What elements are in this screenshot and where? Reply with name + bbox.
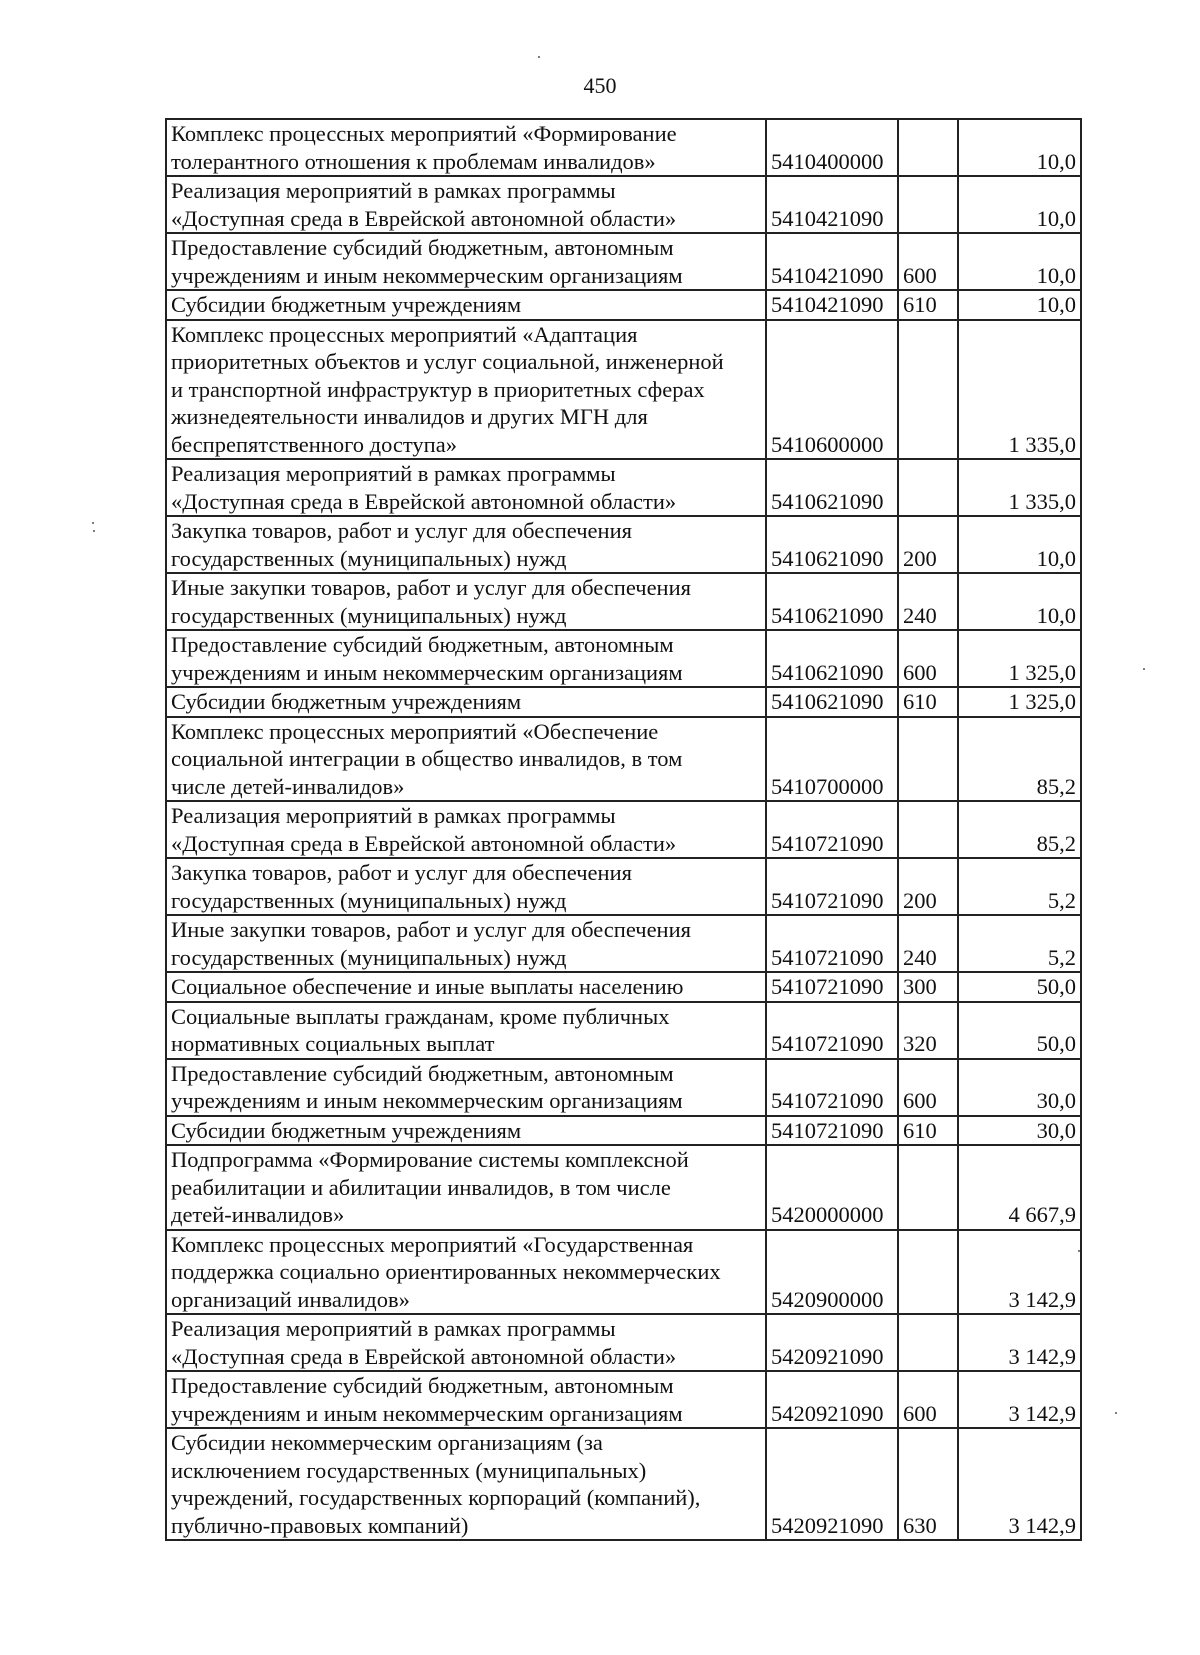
- scan-speck: [1143, 668, 1145, 670]
- scan-speck: [538, 56, 540, 58]
- row-amount: 1 335,0: [958, 459, 1081, 516]
- row-amount: 10,0: [958, 290, 1081, 320]
- row-amount: 5,2: [958, 858, 1081, 915]
- row-target-code: 5410621090: [766, 516, 898, 573]
- page-number: 450: [583, 73, 617, 98]
- row-amount: 3 142,9: [958, 1314, 1081, 1371]
- budget-table-body: [166, 119, 1081, 1540]
- row-expense-type: 600: [898, 1059, 958, 1116]
- row-expense-type: 320: [898, 1002, 958, 1059]
- row-name: Социальное обеспечение и иные выплаты населению: [166, 972, 766, 1002]
- row-expense-type: 200: [898, 858, 958, 915]
- row-target-code: 5410421090: [766, 290, 898, 320]
- row-amount: 30,0: [958, 1059, 1081, 1116]
- table-row: [166, 233, 1081, 290]
- row-target-code: 5420921090: [766, 1371, 898, 1428]
- table-row: [166, 119, 1081, 176]
- scan-speck: [93, 530, 95, 532]
- table-row: [166, 858, 1081, 915]
- table-row: [166, 717, 1081, 802]
- row-amount: 1 335,0: [958, 320, 1081, 460]
- row-amount: 10,0: [958, 233, 1081, 290]
- row-expense-type: [898, 717, 958, 802]
- table-row: [166, 1428, 1081, 1540]
- row-expense-type: 610: [898, 687, 958, 717]
- scan-speck: [92, 522, 94, 524]
- row-amount: 3 142,9: [958, 1428, 1081, 1540]
- row-target-code: 5410721090: [766, 972, 898, 1002]
- table-row: [166, 1116, 1081, 1146]
- row-name: Субсидии бюджетным учреждениям: [166, 290, 766, 320]
- row-amount: 85,2: [958, 801, 1081, 858]
- table-row: [166, 1371, 1081, 1428]
- row-amount: 1 325,0: [958, 687, 1081, 717]
- row-target-code: 5410721090: [766, 1116, 898, 1146]
- row-target-code: 5410721090: [766, 858, 898, 915]
- scan-speck: [1115, 1412, 1117, 1414]
- table-row: [166, 1314, 1081, 1371]
- row-expense-type: 600: [898, 630, 958, 687]
- row-expense-type: 300: [898, 972, 958, 1002]
- row-amount: 10,0: [958, 176, 1081, 233]
- row-amount: 10,0: [958, 516, 1081, 573]
- row-target-code: 5420921090: [766, 1314, 898, 1371]
- table-row: [166, 801, 1081, 858]
- row-expense-type: [898, 459, 958, 516]
- row-name: Реализация мероприятий в рамках программы «Доступная среда в Еврейской автономной области»: [166, 176, 766, 233]
- table-row: [166, 1230, 1081, 1315]
- row-target-code: 5410421090: [766, 176, 898, 233]
- table-row: [166, 1002, 1081, 1059]
- row-amount: 50,0: [958, 972, 1081, 1002]
- row-name: Социальные выплаты гражданам, кроме публичных нормативных социальных выплат: [166, 1002, 766, 1059]
- row-amount: 3 142,9: [958, 1371, 1081, 1428]
- row-amount: 5,2: [958, 915, 1081, 972]
- row-name: Закупка товаров, работ и услуг для обеспечения государственных (муниципальных) нужд: [166, 858, 766, 915]
- row-name: Предоставление субсидий бюджетным, автономным учреждениям и иным некоммерческим организациям: [166, 233, 766, 290]
- row-expense-type: [898, 176, 958, 233]
- row-name: Закупка товаров, работ и услуг для обеспечения государственных (муниципальных) нужд: [166, 516, 766, 573]
- table-row: [166, 290, 1081, 320]
- row-name: Комплекс процессных мероприятий «Государственная поддержка социально ориентированных некоммерческих организаций инвалидов»: [166, 1230, 766, 1315]
- row-target-code: 5410721090: [766, 1002, 898, 1059]
- row-target-code: 5410621090: [766, 687, 898, 717]
- row-expense-type: 200: [898, 516, 958, 573]
- row-expense-type: [898, 801, 958, 858]
- row-target-code: 5410721090: [766, 915, 898, 972]
- row-expense-type: [898, 1145, 958, 1230]
- row-name: Субсидии бюджетным учреждениям: [166, 687, 766, 717]
- table-row: [166, 573, 1081, 630]
- row-target-code: 5420900000: [766, 1230, 898, 1315]
- row-target-code: 5410621090: [766, 459, 898, 516]
- row-name: Комплекс процессных мероприятий «Обеспечение социальной интеграции в общество инвалидов, в том числе детей-инвалидов»: [166, 717, 766, 802]
- row-name: Иные закупки товаров, работ и услуг для обеспечения государственных (муниципальных) нужд: [166, 573, 766, 630]
- row-expense-type: [898, 1314, 958, 1371]
- table-row: [166, 972, 1081, 1002]
- row-name: Иные закупки товаров, работ и услуг для обеспечения государственных (муниципальных) нужд: [166, 915, 766, 972]
- row-name: Предоставление субсидий бюджетным, автономным учреждениям и иным некоммерческим организациям: [166, 1059, 766, 1116]
- scan-speck: [1078, 1250, 1080, 1252]
- row-expense-type: 600: [898, 233, 958, 290]
- row-target-code: 5420000000: [766, 1145, 898, 1230]
- row-name: Реализация мероприятий в рамках программы «Доступная среда в Еврейской автономной области»: [166, 459, 766, 516]
- table-row: [166, 176, 1081, 233]
- row-expense-type: 610: [898, 1116, 958, 1146]
- row-amount: 10,0: [958, 119, 1081, 176]
- row-target-code: 5420921090: [766, 1428, 898, 1540]
- row-amount: 4 667,9: [958, 1145, 1081, 1230]
- row-target-code: 5410721090: [766, 801, 898, 858]
- row-name: Подпрограмма «Формирование системы комплексной реабилитации и абилитации инвалидов, в том числе детей-инвалидов»: [166, 1145, 766, 1230]
- row-amount: 30,0: [958, 1116, 1081, 1146]
- table-row: [166, 915, 1081, 972]
- row-amount: 85,2: [958, 717, 1081, 802]
- row-expense-type: [898, 1230, 958, 1315]
- row-name: Реализация мероприятий в рамках программы «Доступная среда в Еврейской автономной области»: [166, 1314, 766, 1371]
- row-target-code: 5410621090: [766, 630, 898, 687]
- row-name: Предоставление субсидий бюджетным, автономным учреждениям и иным некоммерческим организациям: [166, 1371, 766, 1428]
- row-expense-type: [898, 320, 958, 460]
- row-target-code: 5410721090: [766, 1059, 898, 1116]
- table-row: [166, 516, 1081, 573]
- table-row: [166, 459, 1081, 516]
- row-target-code: 5410400000: [766, 119, 898, 176]
- table-row: [166, 320, 1081, 460]
- row-amount: 3 142,9: [958, 1230, 1081, 1315]
- row-expense-type: 240: [898, 573, 958, 630]
- table-row: [166, 687, 1081, 717]
- row-amount: 10,0: [958, 573, 1081, 630]
- row-name: Комплекс процессных мероприятий «Формирование толерантного отношения к проблемам инвалидов»: [166, 119, 766, 176]
- row-name: Субсидии бюджетным учреждениям: [166, 1116, 766, 1146]
- row-name: Предоставление субсидий бюджетным, автономным учреждениям и иным некоммерческим организациям: [166, 630, 766, 687]
- row-target-code: 5410421090: [766, 233, 898, 290]
- table-row: [166, 1059, 1081, 1116]
- row-amount: 50,0: [958, 1002, 1081, 1059]
- row-expense-type: 240: [898, 915, 958, 972]
- row-name: Комплекс процессных мероприятий «Адаптация приоритетных объектов и услуг социальной, инженерной и транспортной инфраструктур в приоритетных сферах жизнедеятельности инвалидов и других МГН для беспрепятственного доступа»: [166, 320, 766, 460]
- row-target-code: 5410700000: [766, 717, 898, 802]
- table-row: [166, 630, 1081, 687]
- table-row: [166, 1145, 1081, 1230]
- row-name: Реализация мероприятий в рамках программы «Доступная среда в Еврейской автономной области»: [166, 801, 766, 858]
- row-target-code: 5410621090: [766, 573, 898, 630]
- row-expense-type: [898, 119, 958, 176]
- budget-table: [165, 118, 1082, 1541]
- row-expense-type: 600: [898, 1371, 958, 1428]
- row-amount: 1 325,0: [958, 630, 1081, 687]
- row-expense-type: 630: [898, 1428, 958, 1540]
- row-target-code: 5410600000: [766, 320, 898, 460]
- row-name: Субсидии некоммерческим организациям (за исключением государственных (муниципальных) учреждений, государственных корпораций (компаний), публично-правовых компаний): [166, 1428, 766, 1540]
- row-expense-type: 610: [898, 290, 958, 320]
